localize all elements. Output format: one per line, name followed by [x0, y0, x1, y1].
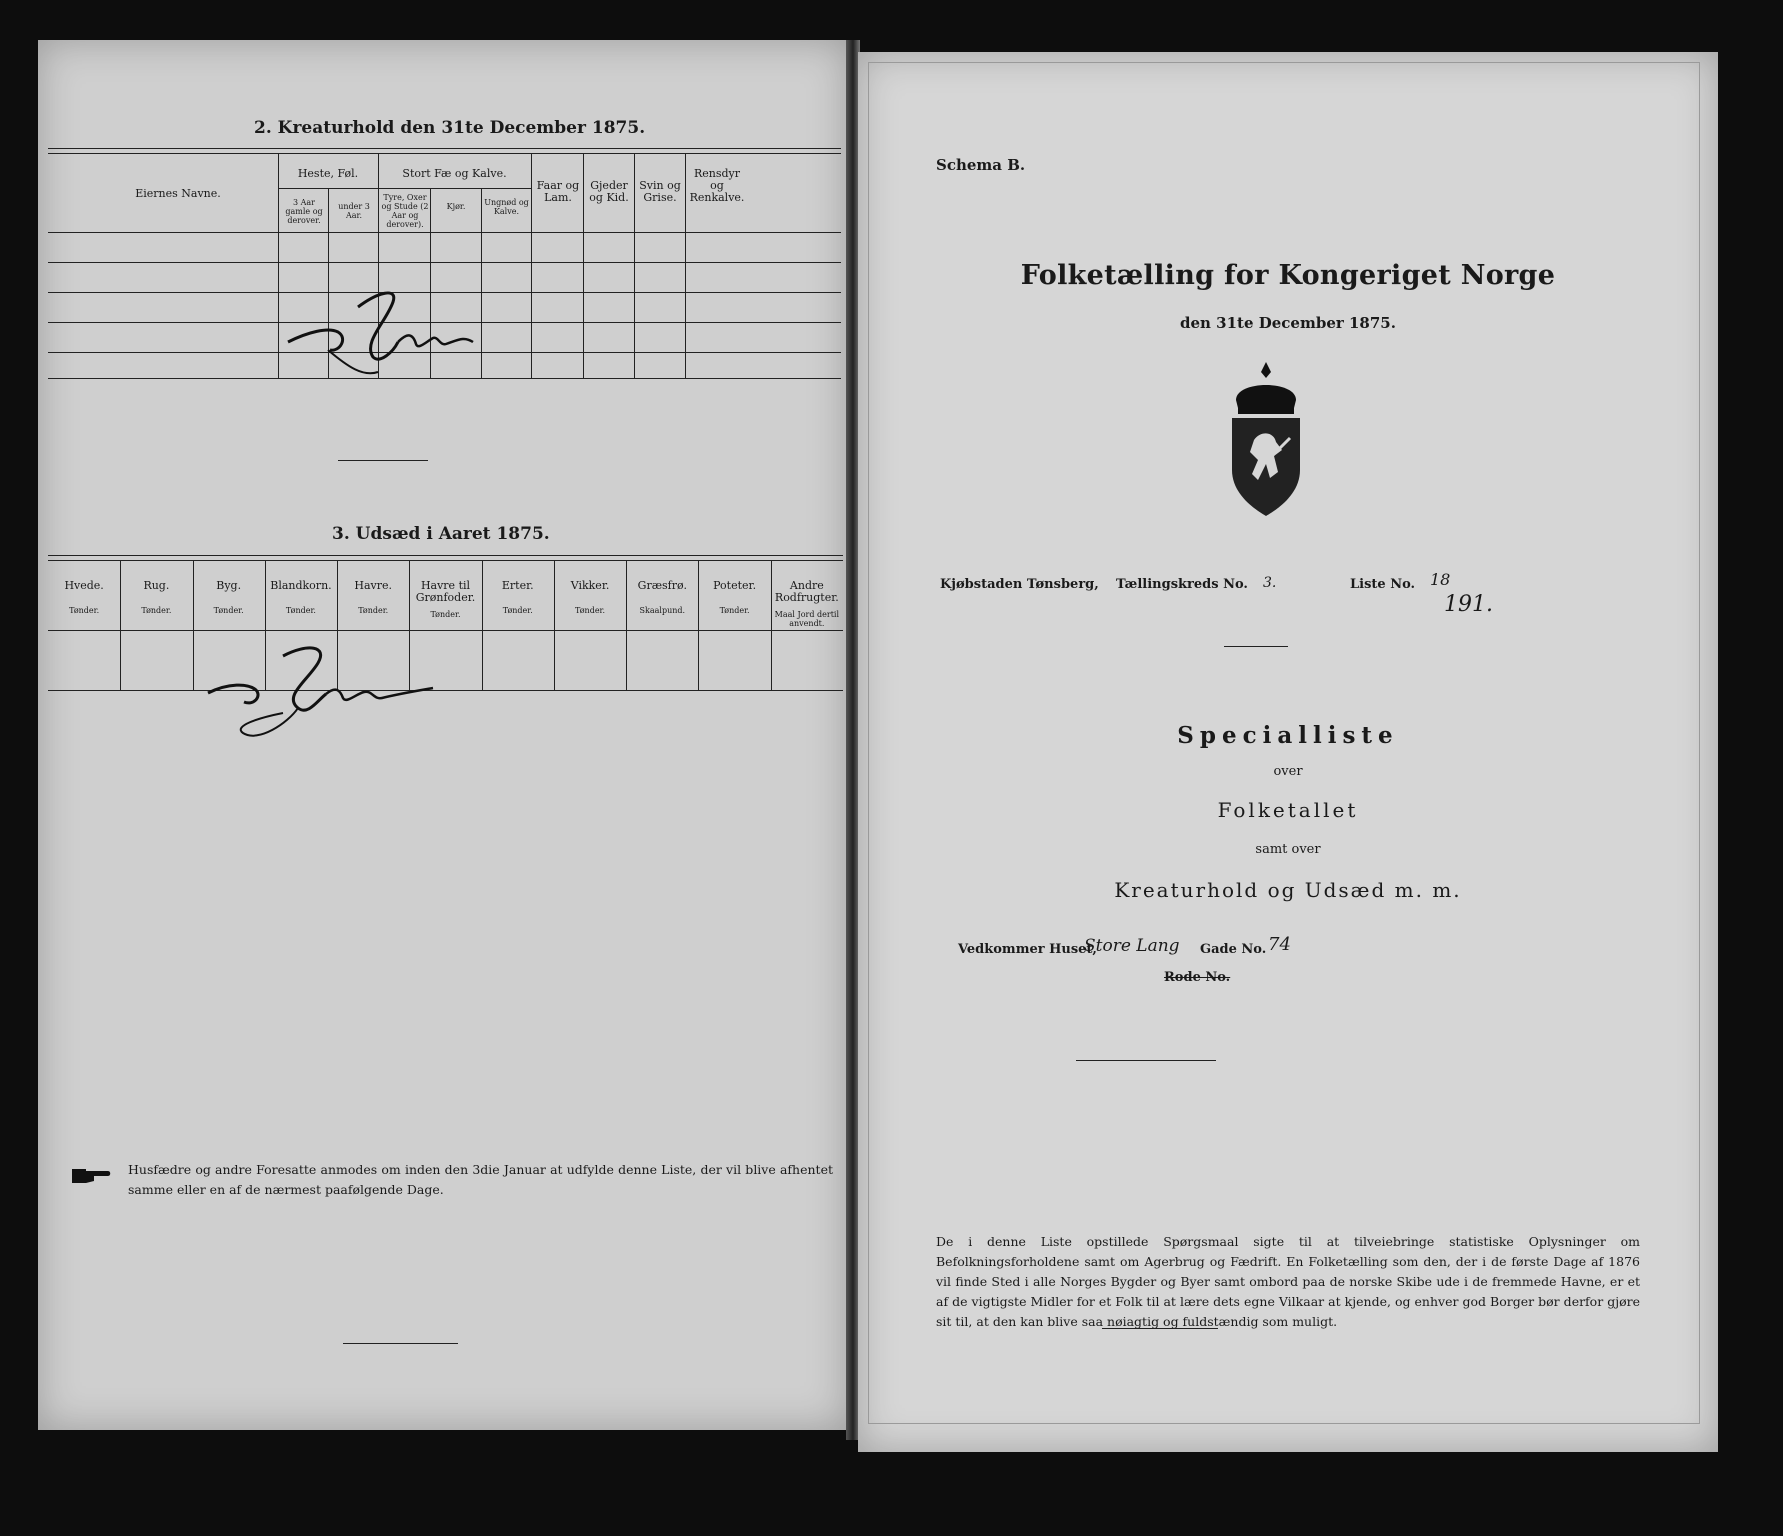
section2-title: 2. Kreaturhold den 31te December 1875. [254, 118, 646, 138]
table3-col-name: Poteter. [713, 579, 757, 592]
table3-col-name: Andre Rodfrugter. [774, 579, 839, 604]
table3-col-name: Rug. [143, 579, 170, 592]
norway-coat-of-arms-icon [1216, 360, 1316, 520]
table3-col-unit: Tønder. [69, 606, 100, 615]
col-heste-a: 3 Aar gamle og derover. [285, 198, 323, 225]
table3-col-unit: Skaalpund. [639, 606, 686, 615]
table3-col-name: Blandkorn. [270, 579, 332, 592]
kreds-value: 3. [1263, 575, 1277, 591]
pointing-hand-icon [70, 1165, 112, 1187]
table3-col-unit: Tønder. [430, 610, 461, 619]
col-faar: Faar og Lam. [536, 179, 580, 204]
section3-title: 3. Udsæd i Aaret 1875. [332, 524, 550, 544]
left-page [38, 40, 848, 1430]
table3-col-unit: Tønder. [502, 606, 533, 615]
subtitle: den 31te December 1875. [1180, 314, 1396, 332]
gade-label: Gade No. [1200, 942, 1267, 957]
main-title: Folketælling for Kongeriget Norge [1020, 260, 1556, 291]
table2-header-bottom [48, 232, 841, 233]
kreatur-text: Kreaturhold og Udsæd m. m. [1114, 878, 1462, 902]
liste-value: 18 [1430, 570, 1451, 589]
street-value: Store Lang [1084, 936, 1180, 956]
kreds-label: Tællingskreds No. [1116, 577, 1248, 592]
signature-ingen-1 [268, 272, 478, 382]
table3-col-unit: Tønder. [213, 606, 244, 615]
table3-col-name: Græsfrø. [637, 579, 687, 592]
table3-divider [698, 560, 699, 690]
rode-label: Rode No. [1164, 970, 1231, 985]
table3-col-unit: Tønder. [285, 606, 316, 615]
right-page [858, 52, 1718, 1452]
signature-ingen-2 [188, 638, 448, 748]
table3-divider [554, 560, 555, 690]
col-heste: Heste, Føl. [297, 167, 359, 180]
col-heste-b: under 3 Aar. [338, 202, 370, 220]
table3-divider [482, 560, 483, 690]
table3-col-name: Byg. [216, 579, 242, 592]
table2-top-line [48, 148, 841, 149]
table3-col-unit: Tønder. [141, 606, 172, 615]
table3-divider [771, 560, 772, 690]
col-stort-c: Ungnød og Kalve. [484, 198, 529, 216]
table3-col-name: Havre til Grønfoder. [415, 579, 476, 604]
info-paragraph: De i denne Liste opstillede Spørgsmaal sigte til at tilveiebringe statistiske Oplysninger om Befolkningsforholdene samt om Agerbrug og Fædrift. En Folketælling som den, der i de første Dage af 1876 vil finde Sted i alle Norges Bygder og Byer samt ombord paa de norske Skibe ude i de fremmede Havne, er et af de vigtigste Midler for et Folk til at lære dets egne Vilkaar at kjende, og enhver god Borger bør derfor gjøre sit til, at den kan blive saa nøiagtig og fuldstændig som muligt. [936, 1234, 1640, 1329]
table3-col-name: Vikker. [570, 579, 610, 592]
over-text-1: over [1273, 764, 1303, 779]
col-gjeder: Gjeder og Kid. [589, 179, 629, 204]
table3-col-unit: Tønder. [358, 606, 389, 615]
liste-label: Liste No. [1350, 577, 1416, 592]
gade-value: 74 [1268, 934, 1291, 955]
table3-col-unit: Maal Jord dertil anvendt. [774, 610, 840, 628]
col-stort: Stort Fæ og Kalve. [402, 167, 507, 180]
col-owner: Eiernes Navne. [135, 187, 221, 200]
col-stort-b: Kjør. [446, 202, 466, 211]
table3-col-unit: Tønder. [719, 606, 750, 615]
table3-col-name: Hvede. [64, 579, 104, 592]
col-svin: Svin og Grise. [639, 179, 681, 204]
samt-over-text: samt over [1255, 842, 1321, 857]
schema-label: Schema B. [936, 156, 1026, 174]
liste-value-2: 191. [1444, 592, 1493, 617]
table3-col-name: Erter. [501, 579, 534, 592]
col-rensdyr: Rensdyr og Renkalve. [689, 167, 745, 204]
kjobstaden-label: Kjøbstaden Tønsberg, [940, 577, 1099, 592]
table3-col-name: Havre. [354, 579, 393, 592]
notice-text: Husfædre og andre Foresatte anmodes om inden den 3die Januar at udfylde denne Liste, der vil blive afhentet samme eller en af de nærmest paafølgende Dage. [128, 1162, 833, 1197]
specialliste-heading: Specialliste [1177, 722, 1399, 749]
table3-divider [626, 560, 627, 690]
table3-divider [120, 560, 121, 690]
vedkommer-label: Vedkommer Huset, [958, 942, 1097, 957]
table3-col-unit: Tønder. [575, 606, 606, 615]
folketallet-text: Folketallet [1217, 798, 1359, 822]
col-stort-a: Tyre, Oxer og Stude (2 Aar og derover). [381, 193, 429, 229]
